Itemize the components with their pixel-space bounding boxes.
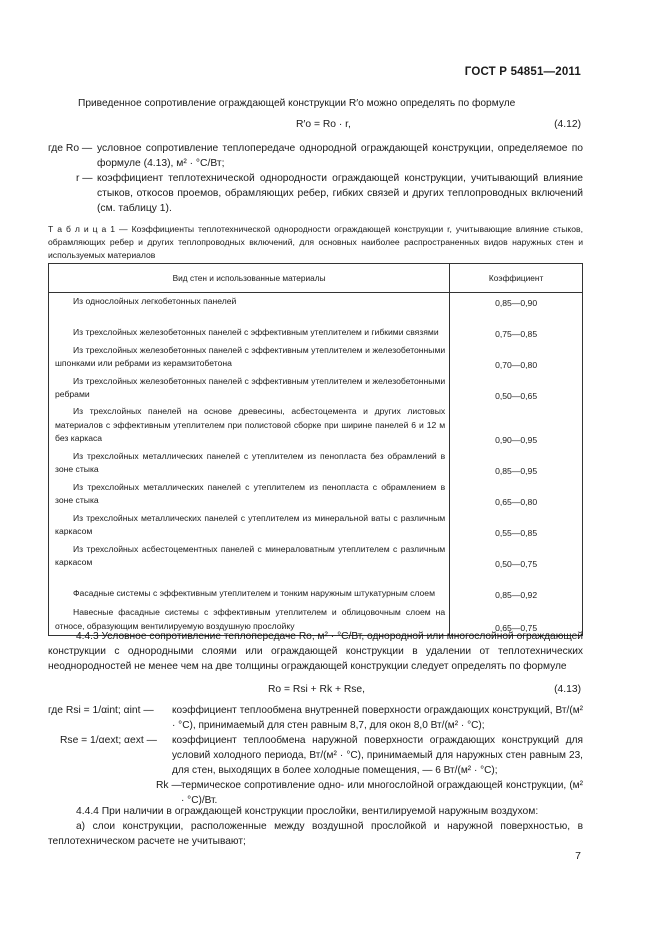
definition-r-term: r — [76,173,93,184]
table-row [49,293,583,311]
definition-rsi-text: коэффициент теплообмена внутренней поверхности ограждающих конструкций, Вт/(м² · °С), принимаемый для стен равным 8,7, для окон 8,0 Вт/(м² · °С); [172,705,583,731]
section-4-4-3-paragraph: 4.4.3 Условное сопротивление теплопередаче Rо, м² · °С/Вт, однородной или многослойной ограждающей конструкции с однородными слоями или ограждающей конструкции в удалении от теплотехнических неоднородностей не менее чем на две толщины ограждающей конструкции следует определять по формуле [48,631,583,672]
coefficients-table [48,263,583,636]
table-caption: Т а б л и ц а 1 — Коэффициенты теплотехнической однородности ограждающей конструкции r, учитывающие влияние стыков, обрамляющих ребер и других теплопроводных включений, для основных наиболее распространенных видов наружных стен и используемых материалов [48,224,583,260]
definition-ro-text: условное сопротивление теплопередаче однородной ограждающей конструкции, определяемое по формуле (4.13), м² · °С/Вт; [97,143,583,169]
material-cell: Из трехслойных металлических панелей с утеплителем из пенопласта с обрамлением в зоне стыка [49,478,450,509]
material-cell: Из трехслойных железобетонных панелей с эффективным утеплителем и железобетонными ребрами [49,372,450,403]
table-row [49,341,583,372]
table-header-row [49,264,583,293]
coefficient-cell: 0,65—0,80 [450,478,583,509]
material-cell: Из однослойных легкобетонных панелей [49,293,450,311]
coefficient-cell: 0,55—0,85 [450,509,583,540]
coefficient-cell: 0,85—0,92 [450,571,583,602]
table-row [49,540,583,571]
coefficient-cell: 0,90—0,95 [450,403,583,447]
column-header-materials: Вид стен и использованные материалы [49,264,450,293]
definition-rsi-term: где Rsi = 1/αint; αint — [48,705,154,716]
material-cell: Из трехслойных панелей на основе древесины, асбестоцемента и других листовых материалов с эффективным утеплителем при полистовой сборке при ширине панелей 6 и 12 м без каркаса [49,403,450,447]
page-number: 7 [575,850,581,862]
table-row [49,509,583,540]
coefficient-cell: 0,65—0,75 [450,602,583,635]
equation-number-4-12: (4.12) [554,119,581,130]
material-cell: Фасадные системы с эффективным утеплителем и тонким наружным штукатурным слоем [49,571,450,602]
definition-rse-text: коэффициент теплообмена наружной поверхности ограждающих конструкций для условий холодного периода, Вт/(м² · °С), принимаемый для наружных стен равным 23, для стен, выходящих в более холодные помещения, — 6 Вт/(м² · °С); [172,735,583,776]
table-row [49,310,583,341]
coefficient-cell: 0,70—0,80 [450,341,583,372]
coefficient-cell: 0,85—0,95 [450,447,583,478]
material-cell: Навесные фасадные системы с эффективным утеплителем и облицовочным слоем на относе, образующим вентилируемую воздушную прослойку [49,602,450,635]
intro-paragraph: Приведенное сопротивление ограждающей конструкции R′о можно определять по формуле [78,98,516,109]
table-row [49,403,583,447]
material-cell: Из трехслойных железобетонных панелей с эффективным утеплителем и железобетонными шпонками или ребрами из керамзитобетона [49,341,450,372]
table-row [49,372,583,403]
definition-rk-text: термическое сопротивление одно- или многослойной ограждающей конструкции, (м² · °С)/Вт. [181,780,583,806]
coefficient-cell: 0,50—0,75 [450,540,583,571]
table-row [49,447,583,478]
material-cell: Из трехслойных металлических панелей с утеплителем из минеральной ваты с различным каркасом [49,509,450,540]
section-4-4-4-paragraph: 4.4.4 При наличии в ограждающей конструкции прослойки, вентилируемой наружным воздухом: [76,806,539,817]
document-id-header: ГОСТ Р 54851—2011 [464,66,581,78]
coefficient-cell: 0,50—0,65 [450,372,583,403]
definition-r-text: коэффициент теплотехнической однородности ограждающей конструкции, учитывающий влияние стыков, откосов проемов, обрамляющих ребер, гибких связей и других теплопроводных включений (см. таблицу 1). [97,173,583,214]
coefficient-cell: 0,75—0,85 [450,310,583,341]
table-row [49,478,583,509]
equation-number-4-13: (4.13) [554,684,581,695]
definition-rk-term: Rk — [156,780,182,791]
material-cell: Из трехслойных железобетонных панелей с эффективным утеплителем и гибкими связями [49,310,450,341]
definition-ro-term: где Rо — [48,143,93,154]
table-row [49,571,583,602]
definition-rse-term: Rse = 1/αext; αext — [60,735,157,746]
material-cell: Из трехслойных асбестоцементных панелей с минераловатным утеплителем с различным каркасом [49,540,450,571]
material-cell: Из трехслойных металлических панелей с утеплителем из пенопласта без обрамлений в зоне стыка [49,447,450,478]
section-4-4-4-item-a: а) слои конструкции, расположенные между воздушной прослойкой и наружной поверхностью, в теплотехническом расчете не учитывают; [48,821,583,847]
formula-4-13: Rо = Rsi + Rk + Rse, [268,684,365,695]
formula-4-12: R′о = Rо · r, [296,119,351,130]
column-header-coefficient: Коэффициент [450,264,583,293]
coefficient-cell: 0,85—0,90 [450,293,583,311]
